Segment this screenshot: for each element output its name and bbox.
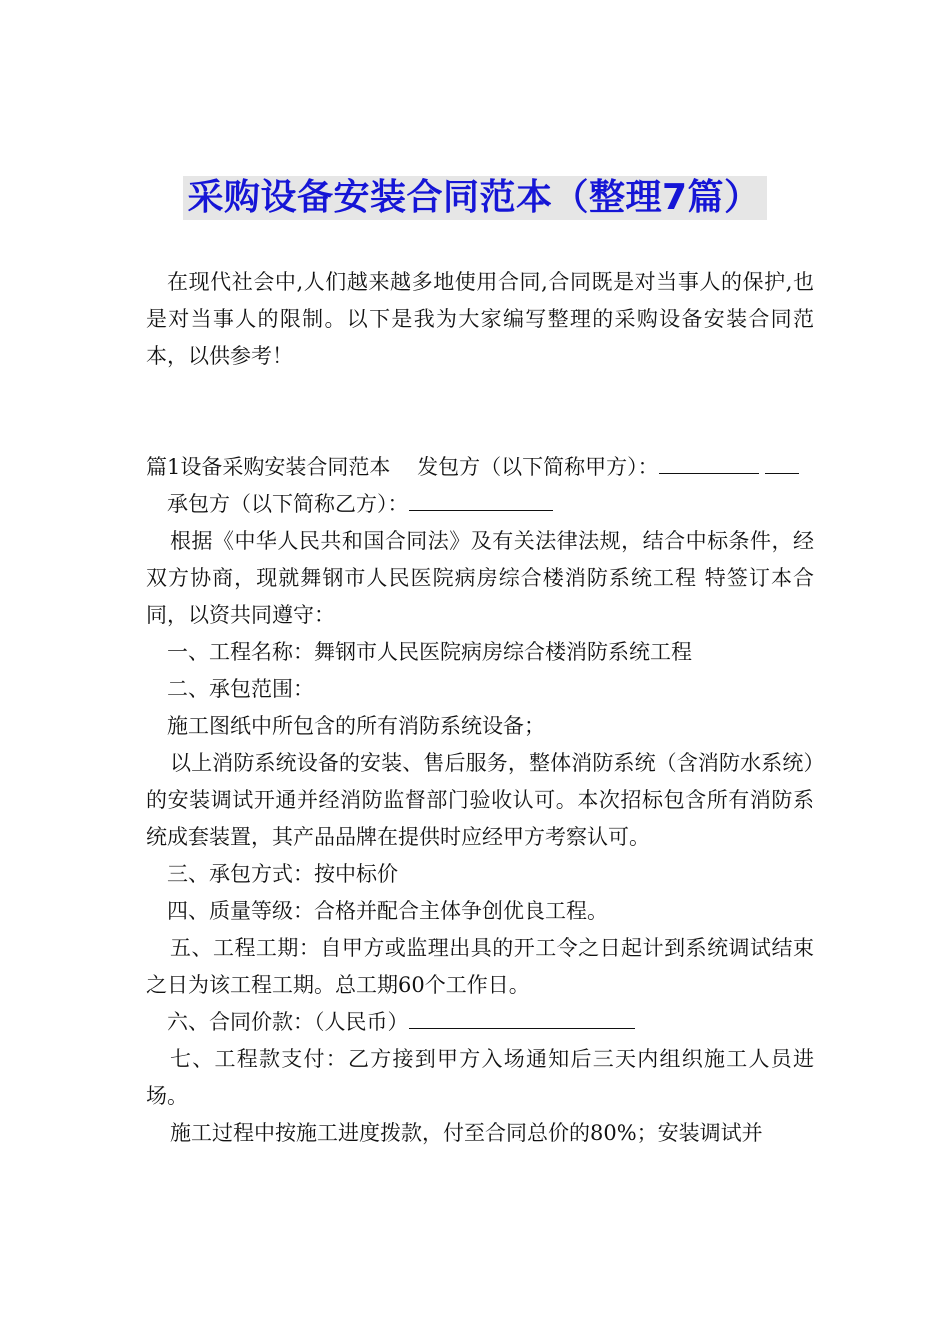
item-6-line — [146, 1004, 814, 1041]
section-1-heading-line — [146, 449, 814, 486]
party-a-label: 发包方（以下简称甲方）： — [417, 455, 659, 479]
item-4: 四、质量等级：合格并配合主体争创优良工程。 — [167, 899, 608, 923]
item-6-label: 六、合同价款：（人民币） — [167, 1010, 409, 1034]
basis-paragraph: 根据《中华人民共和国合同法》及有关法律法规，结合中标条件，经双方协商，现就舞钢市人民医院病房综合楼消防系统工程 特签订本合同，以资共同遵守： — [146, 529, 814, 627]
party-b-label: 承包方（以下简称乙方）： — [167, 492, 409, 516]
item-2-a: 施工图纸中所包含的所有消防系统设备； — [167, 714, 545, 738]
title-container — [0, 176, 950, 220]
item-3: 三、承包方式：按中标价 — [167, 862, 398, 886]
intro-paragraph: 在现代社会中,人们越来越多地使用合同,合同既是对当事人的保护,也是对当事人的限制。以下是我为大家编写整理的采购设备安装合同范本，以供参考！ — [146, 270, 814, 368]
party-a-blank-continued — [765, 451, 799, 474]
contract-price-blank — [409, 1006, 635, 1029]
party-a-blank — [659, 451, 759, 474]
item-1: 一、工程名称：舞钢市人民医院病房综合楼消防系统工程 — [167, 640, 692, 664]
item-2: 二、承包范围： — [167, 677, 314, 701]
item-7-a: 施工过程中按施工进度拨款，付至合同总价的80%；安装调试并 — [170, 1121, 763, 1145]
party-b-line — [146, 486, 814, 523]
document-body — [146, 264, 814, 1152]
section-1-heading: 篇1设备采购安装合同范本 — [146, 455, 391, 479]
party-b-blank — [409, 488, 553, 511]
item-2-b: 以上消防系统设备的安装、售后服务，整体消防系统（含消防水系统）的安装调试开通并经消防监督部门验收认可。本次招标包含所有消防系统成套装置，其产品品牌在提供时应经甲方考察认可。 — [146, 751, 814, 849]
document-title: 采购设备安装合同范本（整理7篇） — [183, 176, 766, 220]
item-7: 七、工程款支付：乙方接到甲方入场通知后三天内组织施工人员进场。 — [146, 1047, 814, 1108]
item-5: 五、工程工期：自甲方或监理出具的开工令之日起计到系统调试结束之日为该工程工期。总工期60个工作日。 — [146, 936, 814, 997]
